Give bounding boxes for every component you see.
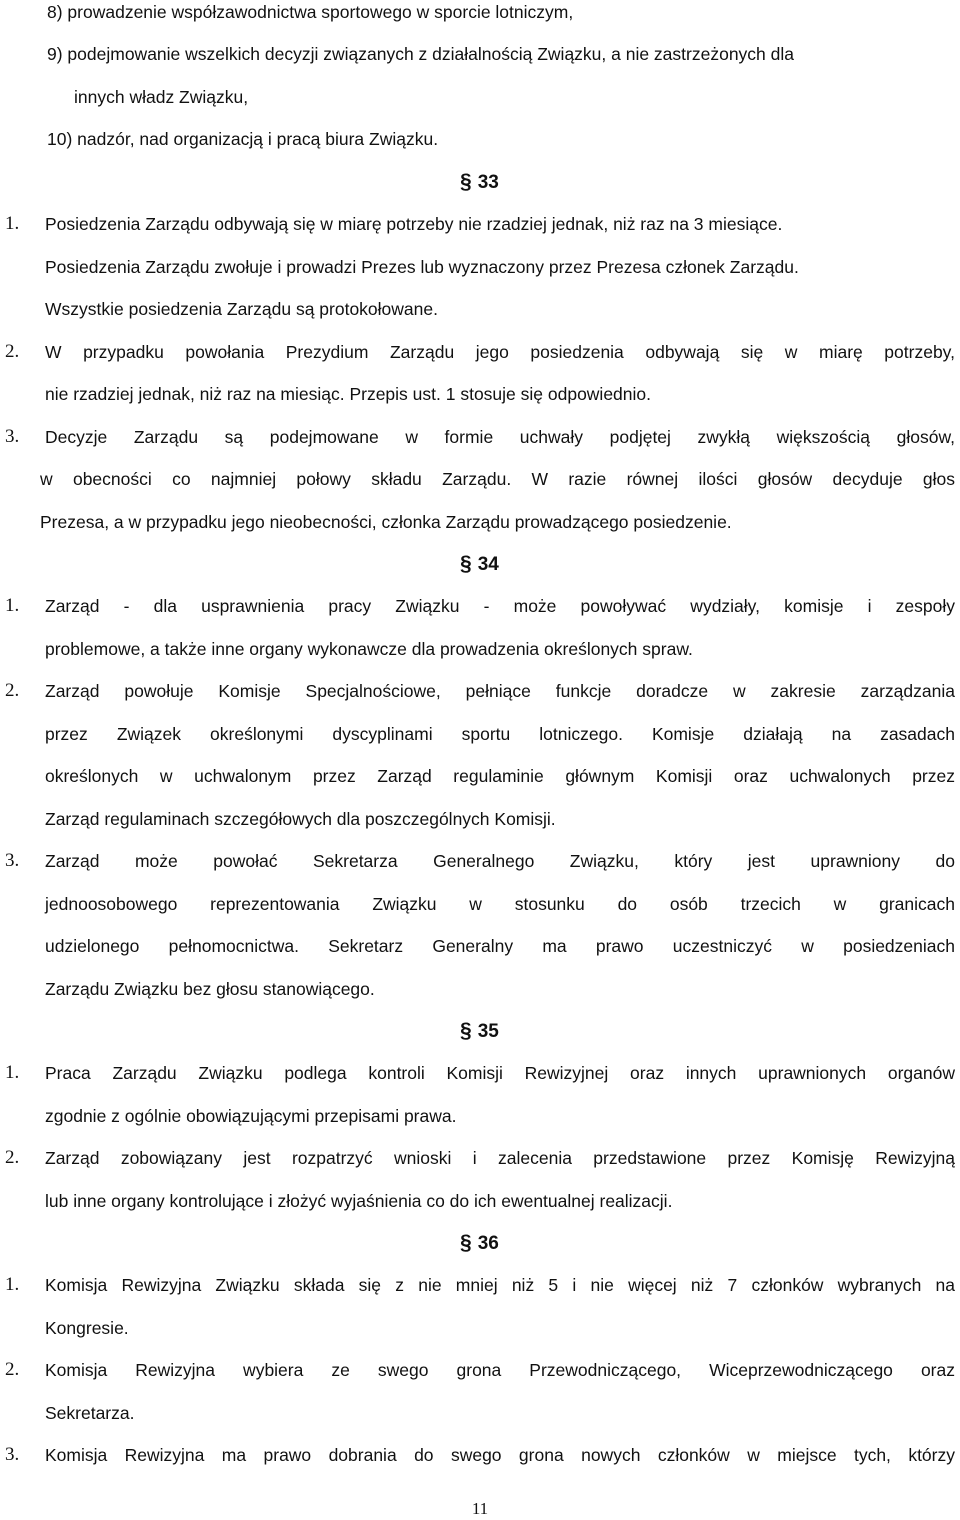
item-number: 2. xyxy=(5,1147,20,1168)
page-number: 11 xyxy=(471,1499,489,1518)
section-heading xyxy=(460,1231,499,1256)
section-number: 35 xyxy=(477,1021,499,1042)
section-symbol-icon: § xyxy=(460,1019,472,1042)
paragraph-line: Zarządu Związku bez głosu stanowiącego. xyxy=(45,979,375,999)
section-heading xyxy=(460,170,499,195)
paragraph-line: jednoosobowego reprezentowania Związku w stosunku do osób trzecich w granicach xyxy=(45,894,955,914)
paragraph-line: udzielonego pełnomocnictwa. Sekretarz Generalny ma prawo uczestniczyć w posiedzeniach xyxy=(45,936,955,956)
paragraph-line: Zarząd - dla usprawnienia pracy Związku - może powoływać wydziały, komisje i zespoły xyxy=(45,596,955,616)
section-symbol-icon: § xyxy=(460,552,472,575)
item-number: 2. xyxy=(5,680,20,701)
paragraph-line: przez Związek określonymi dyscyplinami sportu lotniczego. Komisje działają na zasadach xyxy=(45,724,955,744)
list-item-10: 10) nadzór, nad organizacją i pracą biura Związku. xyxy=(47,129,439,149)
item-number: 3. xyxy=(5,426,20,447)
paragraph-line: Komisja Rewizyjna ma prawo dobrania do swego grona nowych członków w miejsce tych, którzy xyxy=(45,1445,955,1465)
section-heading xyxy=(460,1019,499,1044)
paragraph-line: lub inne organy kontrolujące i złożyć wyjaśnienia co do ich ewentualnej realizacji. xyxy=(45,1191,673,1211)
item-number: 1. xyxy=(5,213,20,234)
section-number: 33 xyxy=(477,172,499,193)
paragraph-line: Posiedzenia Zarządu zwołuje i prowadzi Prezes lub wyznaczony przez Prezesa członek Zarządu. xyxy=(45,257,799,277)
paragraph-line: nie rzadziej jednak, niż raz na miesiąc. Przepis ust. 1 stosuje się odpowiednio. xyxy=(45,384,652,404)
paragraph-line: problemowe, a także inne organy wykonawcze dla prowadzenia określonych spraw. xyxy=(45,639,693,659)
section-number: 36 xyxy=(477,1233,499,1254)
paragraph-line: Praca Zarządu Związku podlega kontroli Komisji Rewizyjnej oraz innych uprawnionych organów xyxy=(45,1063,955,1083)
item-number: 1. xyxy=(5,1274,20,1295)
paragraph-line: Wszystkie posiedzenia Zarządu są protokołowane. xyxy=(45,299,438,319)
section-symbol-icon: § xyxy=(460,170,472,193)
paragraph-line: Zarząd może powołać Sekretarza Generalnego Związku, który jest uprawniony do xyxy=(45,851,955,871)
paragraph-line: w obecności co najmniej połowy składu Zarządu. W razie równej ilości głosów decyduje głos xyxy=(40,469,955,489)
paragraph-line: Prezesa, a w przypadku jego nieobecności, członka Zarządu prowadzącego posiedzenie. xyxy=(40,512,732,532)
item-number: 1. xyxy=(5,1062,20,1083)
list-item-9-cont: innych władz Związku, xyxy=(74,87,249,107)
section-number: 34 xyxy=(477,554,499,575)
paragraph-line: Zarząd regulaminach szczegółowych dla poszczególnych Komisji. xyxy=(45,809,556,829)
section-symbol-icon: § xyxy=(460,1231,472,1254)
item-number: 3. xyxy=(5,1444,20,1465)
paragraph-line: W przypadku powołania Prezydium Zarządu jego posiedzenia odbywają się w miarę potrzeby, xyxy=(45,342,955,362)
paragraph-line: określonych w uchwalonym przez Zarząd regulaminie głównym Komisji oraz uchwalonych przez xyxy=(45,766,955,786)
paragraph-line: Decyzje Zarządu są podejmowane w formie uchwały podjętej zwykłą większością głosów, xyxy=(45,427,955,447)
item-number: 2. xyxy=(5,1359,20,1380)
paragraph-line: Sekretarza. xyxy=(45,1403,135,1423)
item-number: 2. xyxy=(5,341,20,362)
paragraph-line: Posiedzenia Zarządu odbywają się w miarę potrzeby nie rzadziej jednak, niż raz na 3 miesiące. xyxy=(45,214,783,234)
paragraph-line: Zarząd powołuje Komisje Specjalnościowe, pełniące funkcje doradcze w zakresie zarządzania xyxy=(45,681,955,701)
paragraph-line: Komisja Rewizyjna wybiera ze swego grona Przewodniczącego, Wiceprzewodniczącego oraz xyxy=(45,1360,955,1380)
paragraph-line: Komisja Rewizyjna Związku składa się z nie mniej niż 5 i nie więcej niż 7 członków wybranych na xyxy=(45,1275,955,1295)
section-heading xyxy=(460,552,499,577)
item-number: 3. xyxy=(5,850,20,871)
paragraph-line: Kongresie. xyxy=(45,1318,129,1338)
item-number: 1. xyxy=(5,595,20,616)
paragraph-line: Zarząd zobowiązany jest rozpatrzyć wnioski i zalecenia przedstawione przez Komisję Rewizyjną xyxy=(45,1148,955,1168)
list-item-8: 8) prowadzenie współzawodnictwa sportowego w sporcie lotniczym, xyxy=(47,2,574,22)
paragraph-line: zgodnie z ogólnie obowiązującymi przepisami prawa. xyxy=(45,1106,457,1126)
list-item-9: 9) podejmowanie wszelkich decyzji związanych z działalnością Związku, a nie zastrzeżonych dla xyxy=(47,44,795,64)
